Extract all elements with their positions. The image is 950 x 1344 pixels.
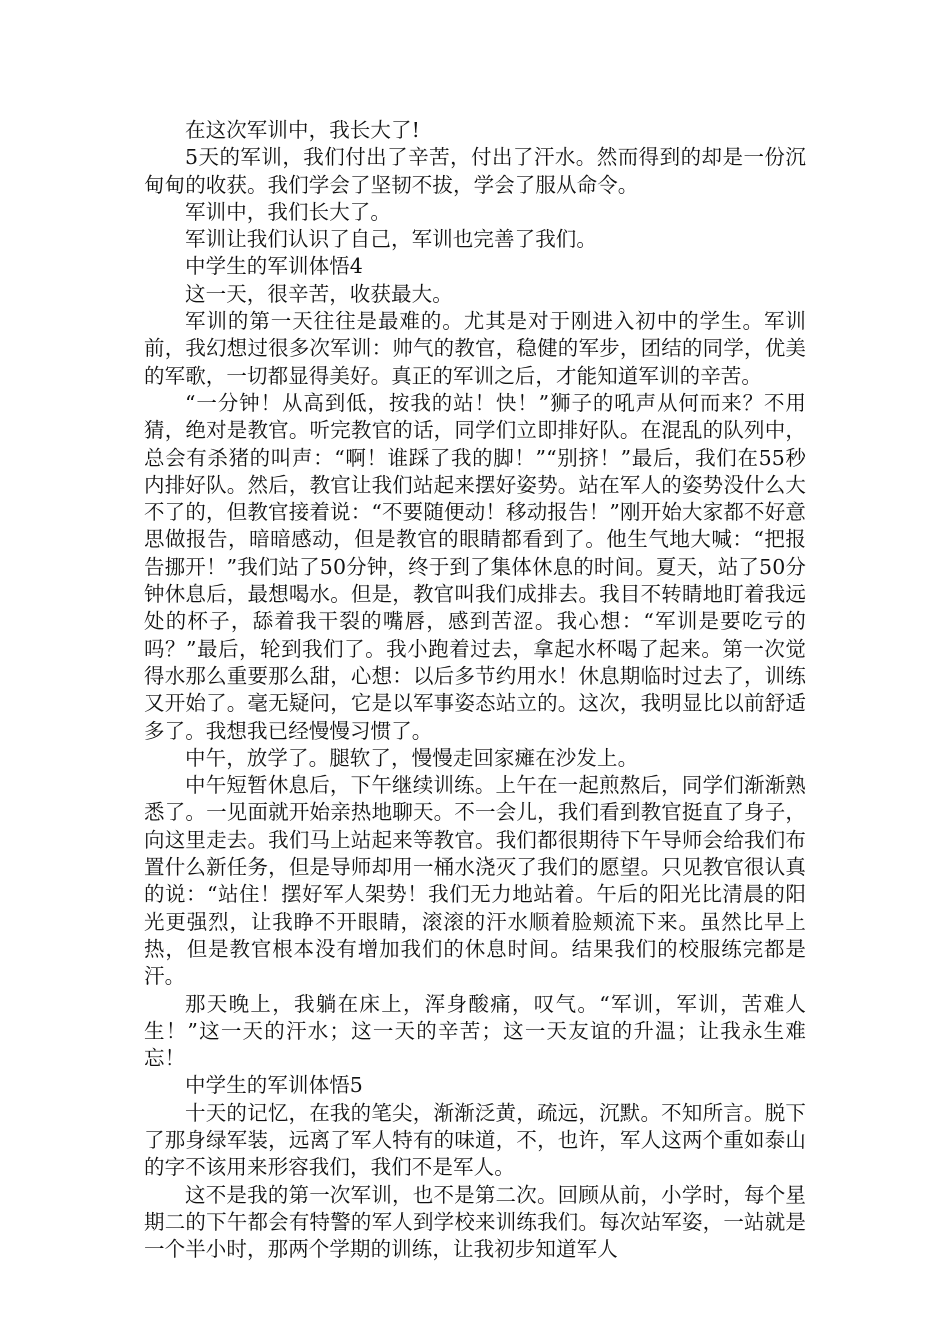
paragraph: 那天晚上，我躺在床上，浑身酸痛，叹气。“军训，军训，苦难人生！”这一天的汗水；这一天的辛苦；这一天友谊的升温；让我永生难忘！ [144, 991, 806, 1071]
paragraph: 军训的第一天往往是最难的。尤其是对于刚进入初中的学生。军训前，我幻想过很多次军训：帅气的教官，稳健的军步，团结的同学，优美的军歌，一切都显得美好。真正的军训之后，才能知道军训的辛苦。 [144, 309, 806, 388]
section-heading: 中学生的军训体悟5 [185, 1073, 363, 1098]
paragraph: 十天的记忆，在我的笔尖，渐渐泛黄，疏远，沉默。不知所言。脱下了那身绿军装，远离了军人特有的味道，不，也许，军人这两个重如泰山的字不该用来形容我们，我们不是军人。 [144, 1100, 806, 1180]
paragraph: 军训让我们认识了自己，军训也完善了我们。 [185, 227, 597, 252]
paragraph: 中午短暂休息后，下午继续训练。上午在一起煎熬后，同学们渐渐熟悉了。一见面就开始亲热地聊天。不一会儿，我们看到教官挺直了身子，向这里走去。我们马上站起来等教官。我们都很期待下午导师会给我们布置什么新任务，但是导师却用一桶水浇灭了我们的愿望。只见教官很认真的说：“站住！摆好军人架势！我们无力地站着。午后的阳光比清晨的阳光更强烈，让我睁不开眼睛，滚滚的汗水顺着脸颊流下来。虽然比早上热，但是教官根本没有增加我们的休息时间。结果我们的校服练完都是汗。 [144, 773, 806, 989]
paragraph: “一分钟！从高到低，按我的站！快！”狮子的吼声从何而来？不用猜，绝对是教官。听完教官的话，同学们立即排好队。在混乱的队列中，总会有杀猪的叫声：“啊！谁踩了我的脚！”“别挤！”最后，我们在55秒内排好队。然后，教官让我们站起来摆好姿势。站在军人的姿势没什么大不了的，但教官接着说：“不要随便动！移动报告！”刚开始大家都不好意思做报告，暗暗感动，但是教官的眼睛都看到了。他生气地大喊：“把报告挪开！”我们站了50分钟，终于到了集体休息的时间。夏天，站了50分钟休息后，最想喝水。但是，教官叫我们成排去。我目不转睛地盯着我远处的杯子，舔着我干裂的嘴唇，感到苦涩。我心想：“军训是要吃亏的吗？”最后，轮到我们了。我小跑着过去，拿起水杯喝了起来。第一次觉得水那么重要那么甜，心想：以后多节约用水！休息期临时过去了，训练又开始了。毫无疑问，它是以军事姿态站立的。这次，我明显比以前舒适多了。我想我已经慢慢习惯了。 [144, 390, 806, 743]
paragraph: 5天的军训，我们付出了辛苦，付出了汗水。然而得到的却是一份沉甸甸的收获。我们学会了坚韧不拔，学会了服从命令。 [144, 145, 806, 197]
section-heading: 中学生的军训体悟4 [185, 254, 363, 279]
document-body [144, 117, 806, 1263]
paragraph: 在这次军训中，我长大了! [185, 118, 420, 142]
paragraph: 中午，放学了。腿软了，慢慢走回家瘫在沙发上。 [185, 745, 639, 770]
paragraph: 这一天，很辛苦，收获最大。 [185, 281, 453, 306]
paragraph: 军训中，我们长大了。 [185, 199, 391, 224]
paragraph: 这不是我的第一次军训，也不是第二次。回顾从前，小学时，每个星期二的下午都会有特警的军人到学校来训练我们。每次站军姿，一站就是一个半小时，那两个学期的训练，让我初步知道军人 [144, 1182, 806, 1262]
